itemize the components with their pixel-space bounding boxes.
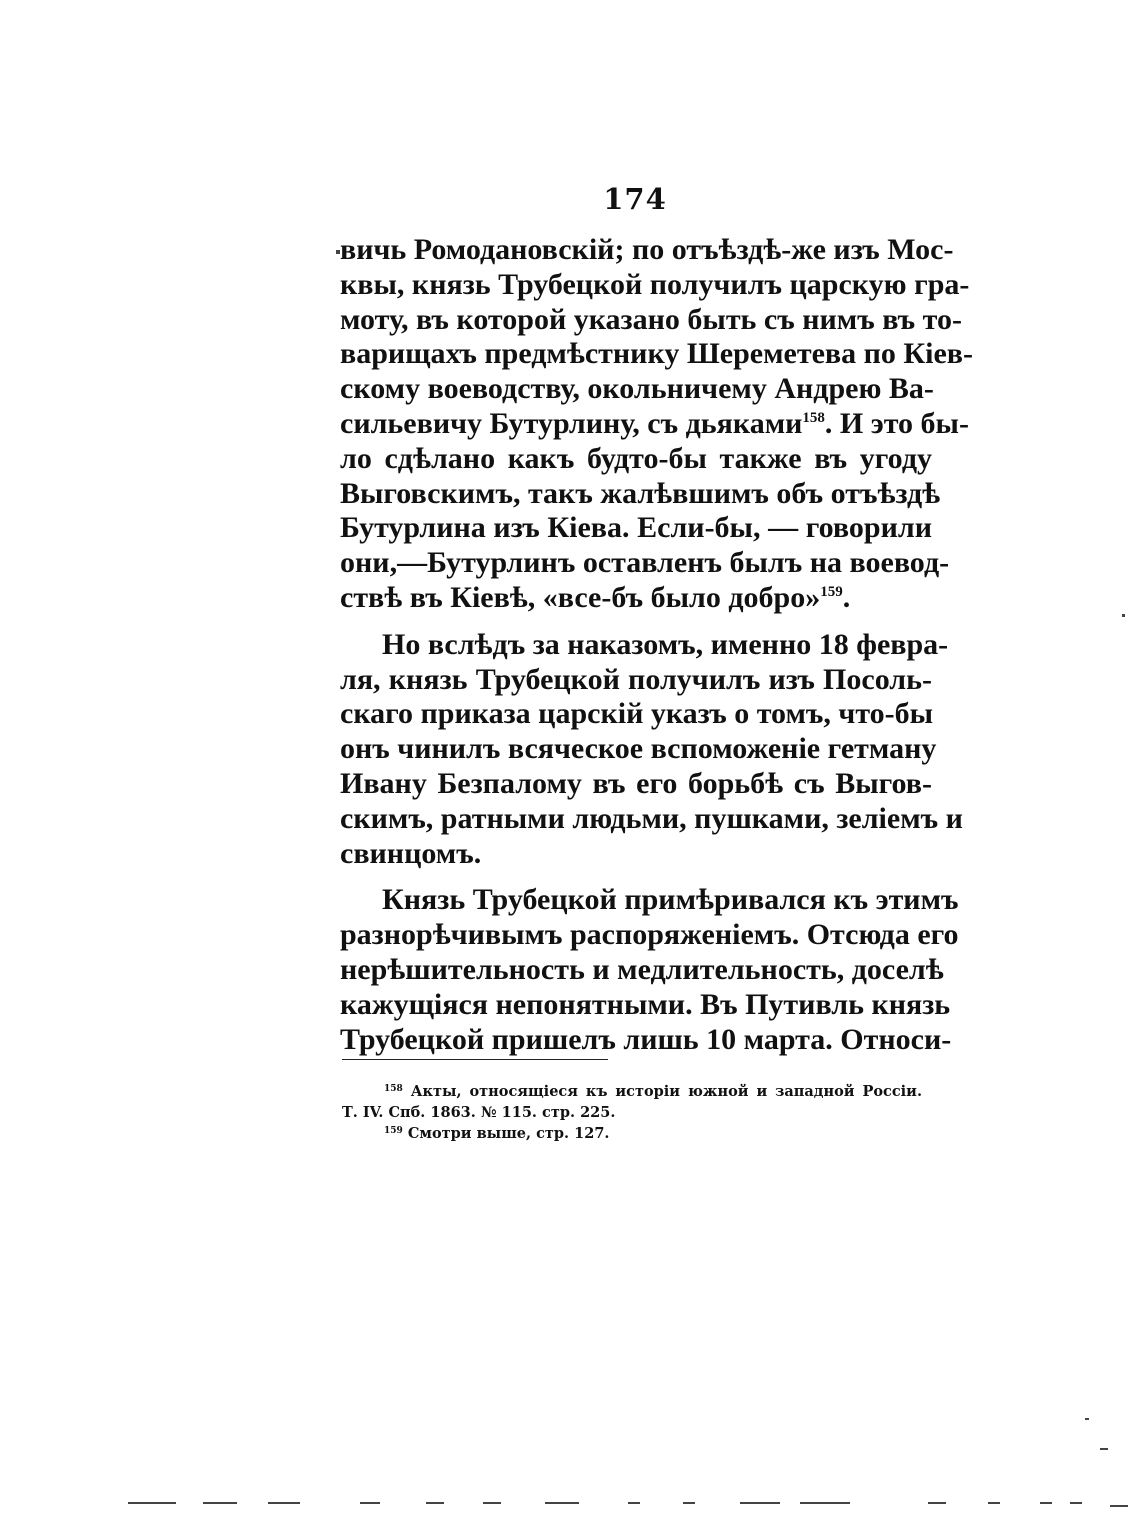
text-fragment: . [842, 580, 851, 614]
scan-speck [268, 1502, 300, 1504]
text-fragment: сильевичу Бутурлину, съ дьяками [340, 406, 803, 440]
text-line: вичь Ромодановскій; по отъѣздѣ-же изъ Мос- [340, 233, 954, 266]
paragraph-3 [340, 883, 959, 1057]
text-line: ля, князь Трубецкой получилъ изъ Посоль- [340, 662, 932, 696]
scan-speck [203, 1502, 237, 1504]
text-line: моту, въ которой указано быть съ нимъ въ то- [340, 302, 963, 336]
text-line: скимъ, ратными людьми, пушками, зеліемъ и [340, 801, 963, 835]
scan-speck [483, 1502, 501, 1504]
text-line: Но вслѣдъ за наказомъ, именно 18 февра- [382, 627, 949, 661]
footnote-text: Смотри выше, стр. 127. [407, 1125, 610, 1142]
footnote-159 [342, 1123, 922, 1144]
text-line: они,—Бутурлинъ оставленъ былъ на воевод- [340, 546, 950, 580]
scan-speck [740, 1502, 780, 1504]
scan-speck [1070, 1502, 1082, 1504]
main-text [340, 233, 973, 1057]
text-line: скому воеводству, окольничему Андрею Ва- [340, 372, 934, 406]
text-line: квы, князь Трубецкой получилъ царскую гра- [340, 267, 970, 301]
scan-speck [628, 1502, 640, 1504]
scan-speck [360, 1502, 380, 1504]
scan-speck [336, 250, 340, 254]
paragraph-gap [340, 616, 932, 628]
scan-speck [928, 1502, 946, 1504]
text-line [340, 581, 932, 616]
text-line: варищахъ предмѣстнику Шереметева по Кіев- [340, 337, 973, 371]
footnote-number: 159 [384, 1126, 403, 1136]
text-line: свинцомъ. [340, 836, 482, 870]
footnote-158 [342, 1081, 922, 1102]
text-fragment: . И это бы- [824, 406, 969, 440]
text-line: Князь Трубецкой примѣривался къ этимъ [382, 883, 959, 917]
scan-speck [1085, 1418, 1089, 1420]
footnote-number: 158 [384, 1084, 403, 1094]
scan-speck [800, 1502, 850, 1504]
text-line [340, 406, 969, 442]
footnote-text: Акты, относящіеся къ исторіи южной и западной Россіи. [410, 1083, 922, 1100]
text-fragment: ствѣ въ Кіевѣ, «все-бъ было добро» [340, 580, 821, 614]
footnote-divider [342, 1059, 608, 1060]
scan-speck [1040, 1502, 1052, 1504]
text-line: нерѣшительность и медлительность, доселѣ [340, 952, 944, 986]
footnote-ref-159[interactable]: 159 [820, 583, 843, 600]
text-line: разнорѣчивымъ распоряженіемъ. Отсюда его [340, 918, 959, 952]
scan-speck [1122, 614, 1125, 617]
text-line: Выговскимъ, такъ жалѣвшимъ объ отъѣздѣ [340, 476, 941, 510]
scan-speck [545, 1502, 579, 1504]
scan-speck [988, 1502, 1000, 1504]
text-line: онъ чинилъ всяческое вспоможеніе гетману [340, 732, 937, 766]
text-line: Трубецкой пришелъ лишь 10 марта. Относи- [340, 1022, 952, 1056]
paragraph-2 [340, 627, 963, 872]
paragraph-gap [340, 871, 932, 883]
scan-speck [1110, 1505, 1128, 1507]
text-line: ло сдѣлано какъ будто-бы также въ угоду [340, 441, 932, 475]
paragraph-1 [340, 233, 973, 616]
text-line: Ивану Безпалому въ его борьбѣ съ Выгов- [340, 766, 932, 800]
scan-speck [1100, 1448, 1108, 1450]
page-number: 174 [603, 182, 667, 216]
footnote-ref-158[interactable]: 158 [802, 409, 825, 426]
scan-speck [426, 1502, 444, 1504]
text-line: кажущіяся непонятными. Въ Путивль князь [340, 987, 951, 1021]
footnote-158-continued: Т. IV. Спб. 1863. № 115. стр. 225. [342, 1104, 616, 1121]
scan-speck [128, 1502, 176, 1504]
scan-speck [683, 1502, 695, 1504]
text-line: скаго приказа царскій указъ о томъ, что-бы [340, 697, 934, 731]
text-line: Бутурлина изъ Кіева. Если-бы, — говорили [340, 511, 932, 545]
footnotes [342, 1081, 922, 1144]
